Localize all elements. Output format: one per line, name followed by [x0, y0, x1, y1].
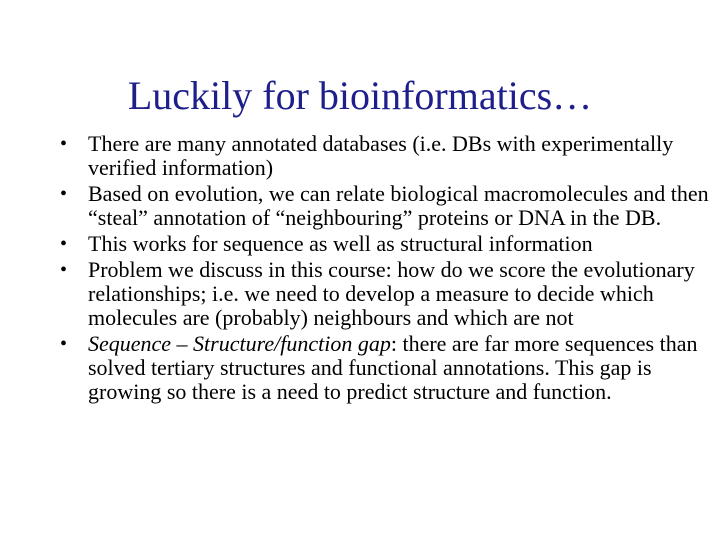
- bullet-text: Problem we discuss in this course: how do we score the evolutionary relationships; i.e. we need to develop a measure to decide which molecules are (probably) neighbours and which are not: [88, 257, 695, 330]
- bullet-dot-icon: •: [60, 333, 68, 355]
- bullet-text: : there are far more sequences than solved tertiary structures and functional annotations. This gap is growing so there is a need to predict structure and function.: [88, 331, 698, 404]
- bullet-text: There are many annotated databases (i.e. DBs with experimentally verified information): [88, 131, 674, 180]
- bullet-emphasis: Sequence – Structure/function gap: [88, 331, 391, 356]
- slide-title: Luckily for bioinformatics…: [127, 73, 593, 118]
- bullet-item: [60, 332, 710, 404]
- bullet-item: [60, 232, 710, 256]
- bullet-dot-icon: •: [60, 233, 68, 255]
- bullet-item: [60, 258, 710, 330]
- bullet-list: [60, 132, 710, 406]
- bullet-dot-icon: •: [60, 133, 68, 155]
- bullet-text: This works for sequence as well as structural information: [88, 231, 593, 256]
- bullet-dot-icon: •: [60, 259, 68, 281]
- bullet-item: [60, 182, 710, 230]
- bullet-item: [60, 132, 710, 180]
- bullet-dot-icon: •: [60, 183, 68, 205]
- bullet-text: Based on evolution, we can relate biological macromolecules and then “steal” annotation of “neighbouring” proteins or DNA in the DB.: [88, 181, 709, 230]
